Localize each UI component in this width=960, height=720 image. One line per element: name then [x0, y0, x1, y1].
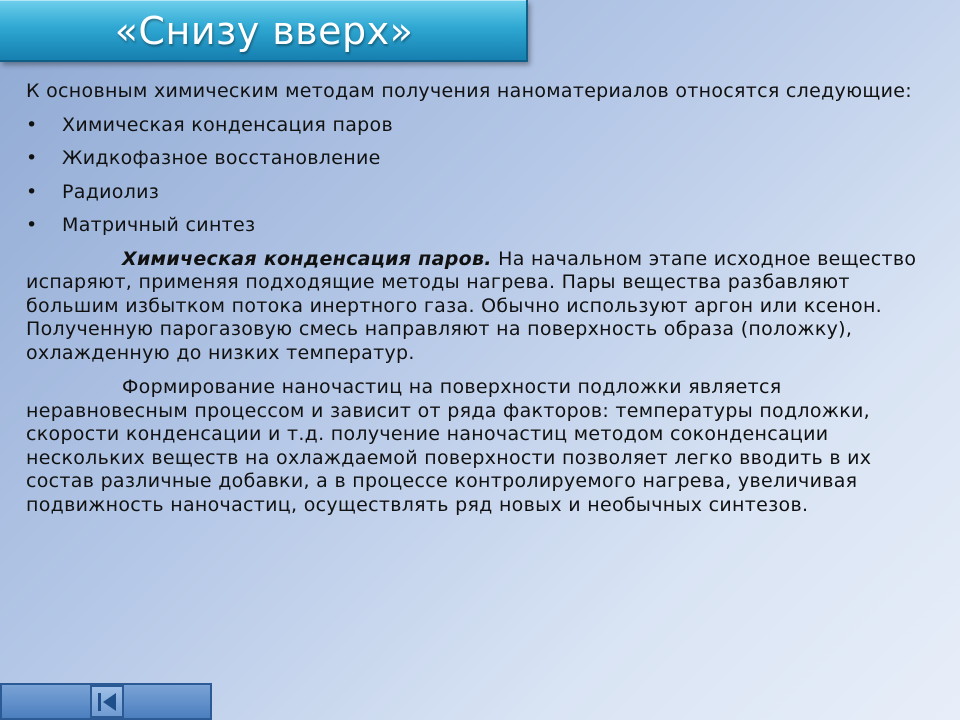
list-item-label: Химическая конденсация паров [62, 113, 393, 136]
bullet-icon: • [26, 180, 38, 203]
intro-text: К основным химическим методам получения наноматериалов относятся следующие: [26, 80, 912, 102]
back-triangle-icon [95, 690, 119, 714]
bullet-icon: • [26, 113, 38, 136]
list-item-label: Матричный синтез [62, 214, 256, 236]
bullet-icon: • [26, 214, 38, 236]
slide-content [26, 80, 938, 528]
list-item [26, 147, 938, 171]
method-list [26, 114, 938, 238]
paragraph-term: Химическая конденсация паров. [122, 247, 492, 270]
list-item-label: Жидкофазное восстановление [62, 147, 381, 169]
list-item [26, 181, 938, 205]
list-item [26, 114, 938, 138]
slide-title: «Снизу вверх» [114, 9, 414, 53]
bullet-icon: • [26, 147, 38, 169]
back-button[interactable] [90, 685, 124, 718]
list-item [26, 214, 938, 238]
list-item-label: Радиолиз [62, 180, 160, 203]
paragraph-nanoparticle-formation: Формирование наночастиц на поверхности подложки является неравновесным процессом и зависит от ряда факторов: температуры подложки, скорости конденсации и т.д. получение наночастиц методом соконденсации нескольких веществ на охлаждаемой поверхности позволяет легко вводить в их состав различные добавки, а в процессе контролируемого нагрева, увеличивая подвижность наночастиц, осуществлять ряд новых и необычных синтезов. [26, 376, 872, 516]
paragraph-vapor-condensation [26, 248, 938, 366]
paragraph-text: На начальном этапе исходное вещество испаряют, применяя подходящие методы нагрева. Пары вещества разбавляют большим избытком потока инертного газа. Обычно используют аргон или ксенон. Полученную парогазовую смесь направляют на поверхность образа (положку), охлажденную до низких температур. [26, 247, 917, 364]
